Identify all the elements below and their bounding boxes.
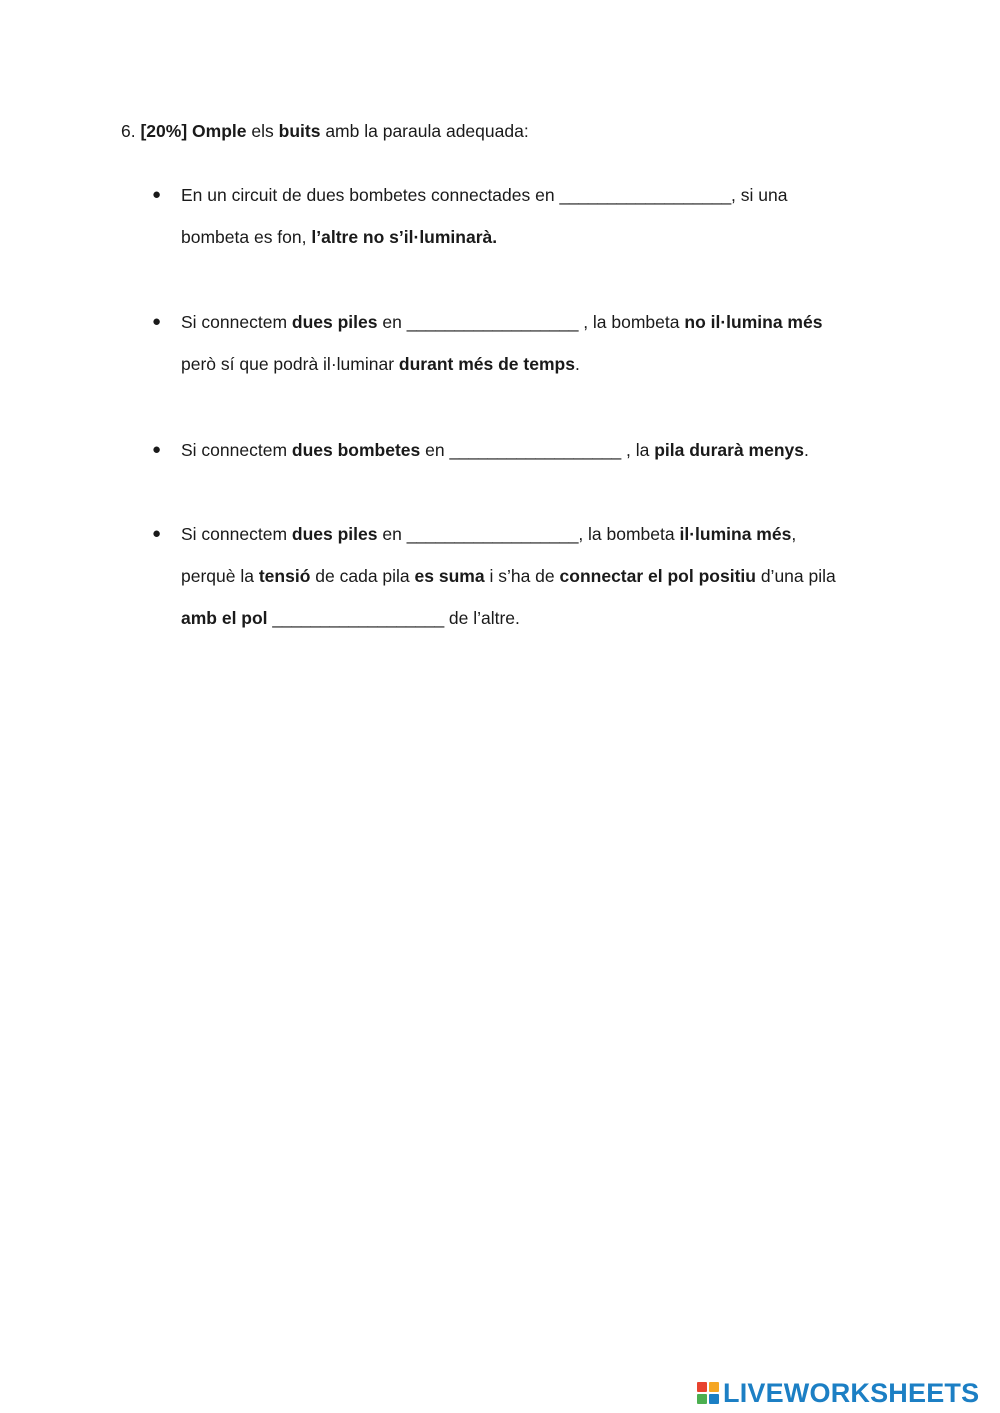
bullet-icon: ● [152,525,162,542]
question-weight: [20%] [140,121,188,141]
answer-blank[interactable]: __________________ [272,608,445,628]
bullet-icon: ● [152,186,162,203]
bullet-icon: ● [152,441,162,458]
answer-blank[interactable]: __________________ [449,440,622,460]
logo-mark-icon [697,1382,719,1404]
answer-blank[interactable]: __________________ [406,312,579,332]
question-verb: Omple [192,121,247,141]
answer-blank[interactable]: __________________ [559,185,732,205]
question-number: 6. [121,121,136,141]
answer-blank[interactable]: __________________ [406,524,579,544]
bullet-icon: ● [152,313,162,330]
question-heading: 6. [20%] Omple els buits amb la paraula adequada: [121,121,529,141]
liveworksheets-logo [697,1376,979,1410]
logo-text: LIVEWORKSHEETS [723,1377,980,1408]
